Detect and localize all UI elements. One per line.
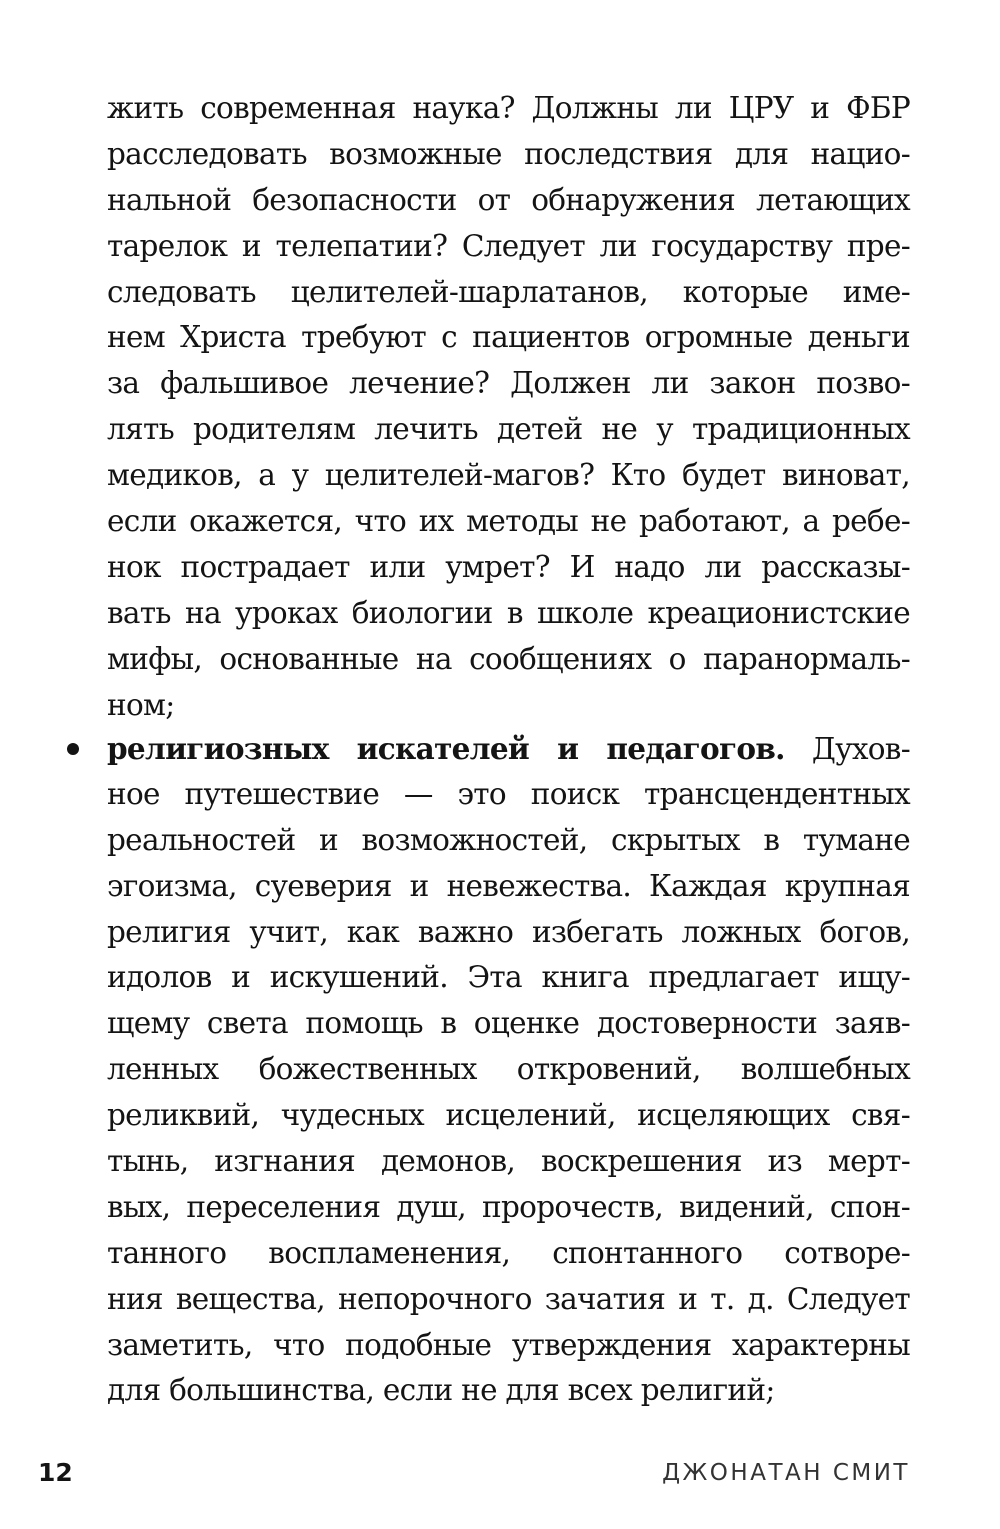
text-line: если окажется, что их методы не работают, а ребе- xyxy=(107,504,910,539)
text-line: танного воспламенения, спонтанного сотворе- xyxy=(107,1235,910,1270)
text-line: реликвий, чудесных исцелений, исцеляющих свя- xyxy=(107,1098,910,1133)
text-line: эгоизма, суеверия и невежества. Каждая крупная xyxy=(107,868,910,903)
text-line: нальной безопасности от обнаружения летающих xyxy=(107,182,910,217)
text-line: лять родителям лечить детей не у традиционных xyxy=(107,412,910,447)
text-run: Духов- xyxy=(784,732,910,766)
paragraph-continuation xyxy=(107,86,910,728)
text-line: жить современная наука? Должны ли ЦРУ и ФБР xyxy=(107,91,910,125)
running-footer-author: ДЖОНАТАН СМИТ xyxy=(662,1460,910,1486)
text-line: вых, переселения душ, пророчеств, видений, спон- xyxy=(107,1189,910,1224)
text-line: нок пострадает или умрет? И надо ли рассказы- xyxy=(107,549,910,584)
text-line: идолов и искушений. Эта книга предлагает ищу- xyxy=(107,960,910,995)
page-number: 12 xyxy=(38,1458,73,1487)
text-line: расследовать возможные последствия для нацио- xyxy=(107,136,910,171)
text-line: для большинства, если не для всех религий; xyxy=(107,1373,775,1408)
text-line: тарелок и телепатии? Следует ли государству пре- xyxy=(107,228,910,263)
text-line: следовать целителей-шарлатанов, которые име- xyxy=(107,274,910,309)
text-line: реальностей и возможностей, скрытых в тумане xyxy=(107,822,910,857)
text-line: нем Христа требуют с пациентов огромные деньги xyxy=(107,320,910,355)
text-line: медиков, а у целителей-магов? Кто будет виноват, xyxy=(107,458,910,493)
bullet-paragraph-religious xyxy=(107,726,910,1414)
text-line: религия учит, как важно избегать ложных богов, xyxy=(107,914,910,949)
text-line: ния вещества, непорочного зачатия и т. д. Следует xyxy=(107,1281,910,1316)
bullet-point xyxy=(67,743,79,755)
text-line: мифы, основанные на сообщениях о паранормаль- xyxy=(107,641,910,676)
bold-lead-term: религиозных искателей и педагогов. xyxy=(107,731,785,766)
text-line: вать на уроках биологии в школе креационистские xyxy=(107,595,910,630)
text-line: ное путешествие — это поиск трансцендентных xyxy=(107,776,910,811)
text-line-with-bold-lead xyxy=(107,726,910,772)
text-line: тынь, изгнания демонов, воскрешения из мерт- xyxy=(107,1144,910,1179)
text-line: заметить, что подобные утверждения характерны xyxy=(107,1327,910,1362)
text-line: за фальшивое лечение? Должен ли закон позво- xyxy=(107,366,910,401)
text-line: ленных божественных откровений, волшебных xyxy=(107,1052,910,1087)
text-line: ном; xyxy=(107,687,175,722)
text-line: щему света помощь в оценке достоверности заяв- xyxy=(107,1006,910,1041)
